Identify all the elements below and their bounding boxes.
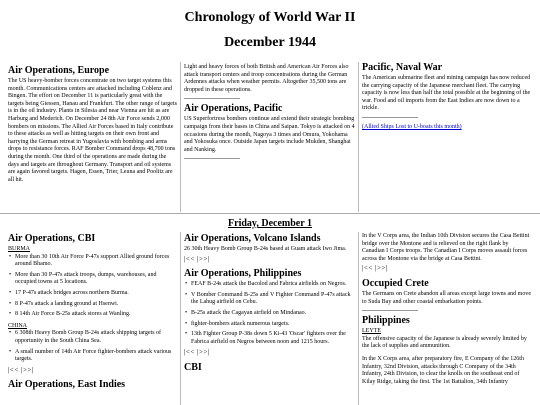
air-east-indies-heading: Air Operations, East Indies xyxy=(8,379,126,391)
list-item: • V Bomber Command B-25s and V Fighter Command P-47s attack the Lahug airfield on Cebu. xyxy=(184,292,356,307)
separator xyxy=(362,310,418,311)
column-divider xyxy=(180,232,181,405)
separator xyxy=(184,98,240,99)
nav-arrows[interactable]: |<< |>>| xyxy=(8,365,34,374)
day-heading: Friday, December 1 xyxy=(228,218,312,229)
china-list xyxy=(8,330,178,363)
section-volcano-philippines xyxy=(184,233,356,375)
nav-arrows[interactable]: |<< |>>| xyxy=(184,254,210,263)
naval-war-heading: Pacific, Naval War xyxy=(362,62,443,73)
section-naval-war xyxy=(362,62,532,132)
section-air-cbi xyxy=(8,233,178,392)
nav-arrows[interactable]: |<< |>>| xyxy=(362,264,388,273)
separator xyxy=(362,117,418,118)
china-label: CHINA xyxy=(8,322,27,329)
list-item: • 17 P-47s attack bridges across northern Burma. xyxy=(8,290,178,298)
naval-war-text: The American submarine fleet and mining campaign has now reduced the carrying capacity of the Japanese merchant fleet. The carrying capacity is now less than half the total possible at the beginning of the war. Food and oil imports from the East Indies are now down to a trickle. xyxy=(362,75,531,112)
air-europe-text: The US heavy-bomber forces concentrate on two target systems this month. Communications centers are attacked including Coblenz and Bingen. The effort on December 11 is particularly great with the targets being Giessen, Hanau and Frankfurt. The other range of targets is in the oil industry. Plants in Silesia and near Vienna are hit as are Harburg and Mederich. On December 24 8th Air Force sends 2,000 bombers on missions. The Allied Air Forces based in Italy contribute to these attacks as well as hitting targets on their own front and harrying the German retreat in Yugoslavia with bombing and arms drops to resistance forces. RAF Bomber Command drops 48,700 tons during the month. One third of the operations are made during the days and targets are throughout Germany. Transport and oil systems are again favored targets. Hagen, Essen, Trier, Leuna and Poolitz are all hit. xyxy=(8,78,177,183)
list-item: • fighter-bombers attack numerous targets. xyxy=(184,321,356,329)
air-cbi-heading: Air Operations, CBI xyxy=(8,233,96,244)
separator xyxy=(184,158,240,159)
leyte-label: LEYTE xyxy=(362,328,381,335)
section-right-day xyxy=(362,233,532,386)
list-item: • 13th Fighter Group P-38s down 5 Ki-43 'Oscar' fighters over the Fabrica airfield on Negros between noon and 1215 hours. xyxy=(184,331,356,346)
v-corps-text: In the V Corps area, the Indian 10th Division secures the Casa Bettini bridge over the Montone and is relieved on the right flank by Canadian I Corps troops. The Canadian I Corps moves assault forces across the Montone via the bridge at Casa Bettini. xyxy=(362,233,530,262)
list-item: • A small number of 14th Air Force fighter-bombers attack various targets. xyxy=(8,349,178,364)
list-item: • FEAF B-24s attack the Bacolod and Fabrica airfields on Negros. xyxy=(184,281,356,289)
air-pacific-text: US Superfortress bombers continue and extend their strategic bombing campaign from their bases in China and Saipan. Tokyo is attacked on 4 occasions during the month, Nagoya 3 times and Omura, Yokohama and Yokosuka once. Outside Japan targets include Mukden, Shanghai and Nanking. xyxy=(184,116,355,153)
list-item: • B-25s attack the Cagayan airfield on Mindanao. xyxy=(184,310,356,318)
philippines-air-list xyxy=(184,281,356,346)
philippines-text-2: In the X Corps area, after preparatory fire, E Company of the 126th Infantry, 32nd Division, attacks through C Company of the 34th Infantry, 24th Division, to clear the knolls on the southeast end of Kilay Ridge, taking the first. The 1st Battalion, 34th Infantry xyxy=(362,355,524,385)
column-divider xyxy=(358,232,359,405)
list-item: • 8 P-47s attack a landing ground at Hsenwi. xyxy=(8,301,178,309)
allied-ships-lost-link[interactable]: (Allied Ships Lost to U-boats this month) xyxy=(362,123,462,130)
middle-intro-text: Light and heavy forces of both British and American Air Forces also attack transport centers and troop concentrations during the German Ardennes attacks when weather permits. Altogether 35,500 tons are dropped in these operations. xyxy=(184,64,349,93)
burma-list xyxy=(8,254,178,319)
occupied-crete-heading: Occupied Crete xyxy=(362,277,429,289)
air-volcano-text: 26 30th Heavy Bomb Group B-24s based at Guam attack Iwo Jima. xyxy=(184,246,347,252)
column-divider xyxy=(180,62,181,212)
section-divider xyxy=(0,213,540,214)
burma-label: BURMA xyxy=(8,246,31,252)
list-item: • 6 308th Heavy Bomb Group B-24s attack shipping targets of opportunity in the South China Sea. xyxy=(8,330,178,345)
air-philippines-heading: Air Operations, Philippines xyxy=(184,268,302,280)
nav-arrows[interactable]: |<< |>>| xyxy=(184,348,210,357)
list-item: • More than 30 10th Air Force P-47s support Allied ground forces around Bhamo. xyxy=(8,254,178,269)
air-europe-heading: Air Operations, Europe xyxy=(8,65,110,76)
section-air-europe xyxy=(8,65,178,184)
page-title: Chronology of World War II xyxy=(184,10,356,25)
philippines-text-1: The offensive capacity of the Japanese is already severely limited by the lack of supplies and ammunition. xyxy=(362,335,527,350)
list-item: • 8 14th Air Force B-25s attack stores at Wanling. xyxy=(8,311,178,319)
list-item: • More than 30 P-47s attack troops, dumps, warehouses, and occupied towns at 5 locations. xyxy=(8,272,178,287)
column-divider xyxy=(358,62,359,212)
air-pacific-heading: Air Operations, Pacific xyxy=(184,103,283,115)
air-volcano-heading: Air Operations, Volcano Islands xyxy=(184,233,321,244)
philippines-heading: Philippines xyxy=(362,315,410,327)
page-subtitle: December 1944 xyxy=(224,35,316,50)
section-middle-top xyxy=(184,64,356,159)
cbi-heading: CBI xyxy=(184,361,202,373)
occupied-crete-text: The Germans on Crete abandon all areas except large towns and move to Suda Bay and other coastal embarkation points. xyxy=(362,290,531,305)
